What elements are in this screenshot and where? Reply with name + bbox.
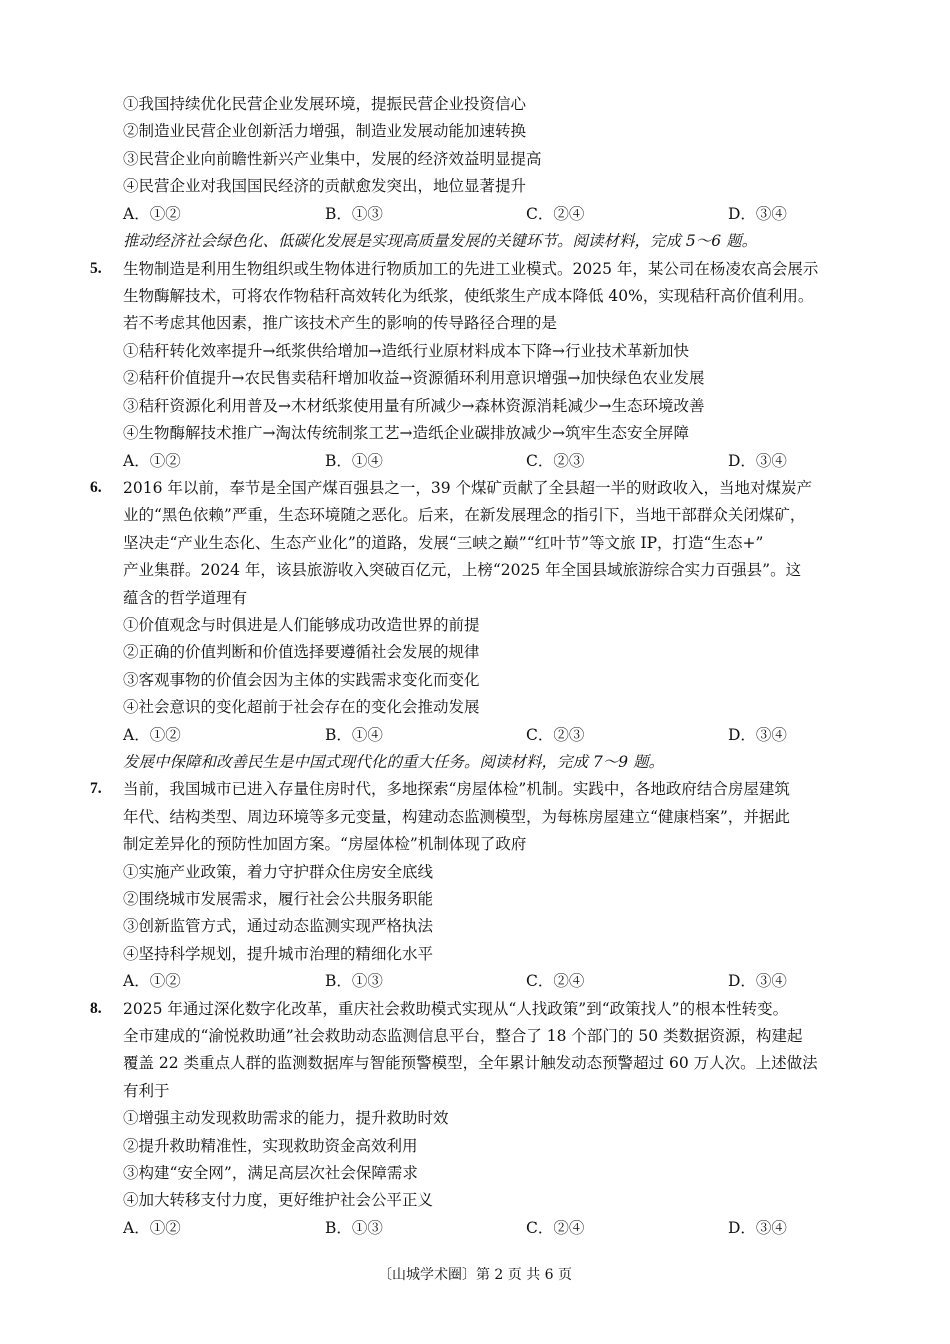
q7-option-a: A．①②	[123, 972, 181, 990]
question-stem: 年代、结构类型、周边环境等多元变量，构建动态监测模型，为每栋房屋建立“健康档案”，并据此	[123, 808, 790, 826]
q6-option-b: B．①④	[325, 726, 383, 744]
question-stem: 坚决走“产业生态化、生态产业化”的道路，发展“三峡之巅”“红叶节”等文旅 IP，打造“生态+”	[123, 534, 764, 552]
question-stem: 蕴含的哲学道理有	[123, 589, 248, 607]
question-stem: 产业集群。2024 年，该县旅游收入突破百亿元，上榜“2025 年全国县域旅游综合实力百强县”。这	[123, 561, 802, 579]
question-number: 8.	[90, 1000, 102, 1017]
q4-option-c: C．②④	[526, 205, 585, 223]
q5-item: ③秸秆资源化利用普及→木材纸浆使用量有所减少→森林资源消耗减少→生态环境改善	[123, 397, 705, 415]
q5-option-a: A．①②	[123, 452, 181, 470]
q4-option-b: B．①③	[325, 205, 383, 223]
q6-item: ②正确的价值判断和价值选择要遵循社会发展的规律	[123, 643, 480, 661]
q5-item: ①秸秆转化效率提升→纸浆供给增加→造纸行业原材料成本下降→行业技术革新加快	[123, 342, 689, 360]
q8-option-d: D．③④	[728, 1219, 787, 1237]
question-stem: 若不考虑其他因素，推广该技术产生的影响的传导路径合理的是	[123, 314, 558, 332]
q6-item: ④社会意识的变化超前于社会存在的变化会推动发展	[123, 698, 480, 716]
question-stem: 全市建成的“渝悦救助通”社会救助动态监测信息平台，整合了 18 个部门的 50 类数据资源，构建起	[123, 1027, 803, 1045]
q8-option-c: C．②④	[526, 1219, 585, 1237]
question-stem: 业的“黑色依赖”严重，生态环境随之恶化。后来，在新发展理念的指引下，当地干部群众关闭煤矿，	[123, 506, 806, 524]
section-intro: 推动经济社会绿色化、低碳化发展是实现高质量发展的关键环节。阅读材料，完成 5～6 题。	[123, 232, 758, 250]
q8-item: ②提升救助精准性，实现救助资金高效利用	[123, 1137, 418, 1155]
q7-item: ①实施产业政策，着力守护群众住房安全底线	[123, 863, 434, 881]
q8-option-b: B．①③	[325, 1219, 383, 1237]
q8-option-a: A．①②	[123, 1219, 181, 1237]
q4-item: ④民营企业对我国国民经济的贡献愈发突出，地位显著提升	[123, 177, 527, 195]
q7-option-b: B．①③	[325, 972, 383, 990]
page-footer: 〔山城学术圈〕第 2 页 共 6 页	[377, 1267, 573, 1283]
q5-option-d: D．③④	[728, 452, 787, 470]
q5-option-b: B．①④	[325, 452, 383, 470]
q4-option-a: A．①②	[123, 205, 181, 223]
section-intro: 发展中保障和改善民生是中国式现代化的重大任务。阅读材料，完成 7～9 题。	[123, 753, 665, 771]
q6-option-a: A．①②	[123, 726, 181, 744]
question-stem: 2025 年通过深化数字化改革，重庆社会救助模式实现从“人找政策”到“政策找人”的根本性转变。	[123, 1000, 789, 1018]
q6-option-c: C．②③	[526, 726, 585, 744]
question-stem: 生物制造是利用生物组织或生物体进行物质加工的先进工业模式。2025 年，某公司在杨凌农高会展示	[123, 260, 819, 278]
question-number: 6.	[90, 479, 102, 496]
question-stem: 制定差异化的预防性加固方案。“房屋体检”机制体现了政府	[123, 835, 527, 853]
question-stem: 2016 年以前，奉节是全国产煤百强县之一，39 个煤矿贡献了全县超一半的财政收入，当地对煤炭产	[123, 479, 813, 497]
question-number: 7.	[90, 780, 102, 797]
question-number: 5.	[90, 260, 102, 277]
q7-item: ②围绕城市发展需求，履行社会公共服务职能	[123, 890, 434, 908]
q7-item: ③创新监管方式，通过动态监测实现严格执法	[123, 917, 434, 935]
q4-item: ①我国持续优化民营企业发展环境，提振民营企业投资信心	[123, 95, 527, 113]
q5-item: ④生物酶解技术推广→淘汰传统制浆工艺→造纸企业碳排放减少→筑牢生态安全屏障	[123, 424, 689, 442]
q7-option-c: C．②④	[526, 972, 585, 990]
question-stem: 有利于	[123, 1082, 170, 1100]
question-stem: 生物酶解技术，可将农作物秸秆高效转化为纸浆，使纸浆生产成本降低 40%，实现秸秆高价值利用。	[123, 287, 814, 305]
q5-item: ②秸秆价值提升→农民售卖秸秆增加收益→资源循环利用意识增强→加快绿色农业发展	[123, 369, 705, 387]
question-stem: 当前，我国城市已进入存量住房时代，多地探索“房屋体检”机制。实践中，各地政府结合房屋建筑	[123, 780, 790, 798]
q7-option-d: D．③④	[728, 972, 787, 990]
q8-item: ①增强主动发现救助需求的能力，提升救助时效	[123, 1109, 449, 1127]
question-stem: 覆盖 22 类重点人群的监测数据库与智能预警模型，全年累计触发动态预警超过 60 万人次。上述做法	[123, 1054, 818, 1072]
q8-item: ③构建“安全网”，满足高层次社会保障需求	[123, 1164, 418, 1182]
q6-item: ①价值观念与时俱进是人们能够成功改造世界的前提	[123, 616, 480, 634]
q4-item: ③民营企业向前瞻性新兴产业集中，发展的经济效益明显提高	[123, 150, 542, 168]
q5-option-c: C．②③	[526, 452, 585, 470]
q6-item: ③客观事物的价值会因为主体的实践需求变化而变化	[123, 671, 480, 689]
q4-option-d: D．③④	[728, 205, 787, 223]
q7-item: ④坚持科学规划，提升城市治理的精细化水平	[123, 945, 434, 963]
q4-item: ②制造业民营企业创新活力增强，制造业发展动能加速转换	[123, 122, 527, 140]
q6-option-d: D．③④	[728, 726, 787, 744]
q8-item: ④加大转移支付力度，更好维护社会公平正义	[123, 1191, 434, 1209]
